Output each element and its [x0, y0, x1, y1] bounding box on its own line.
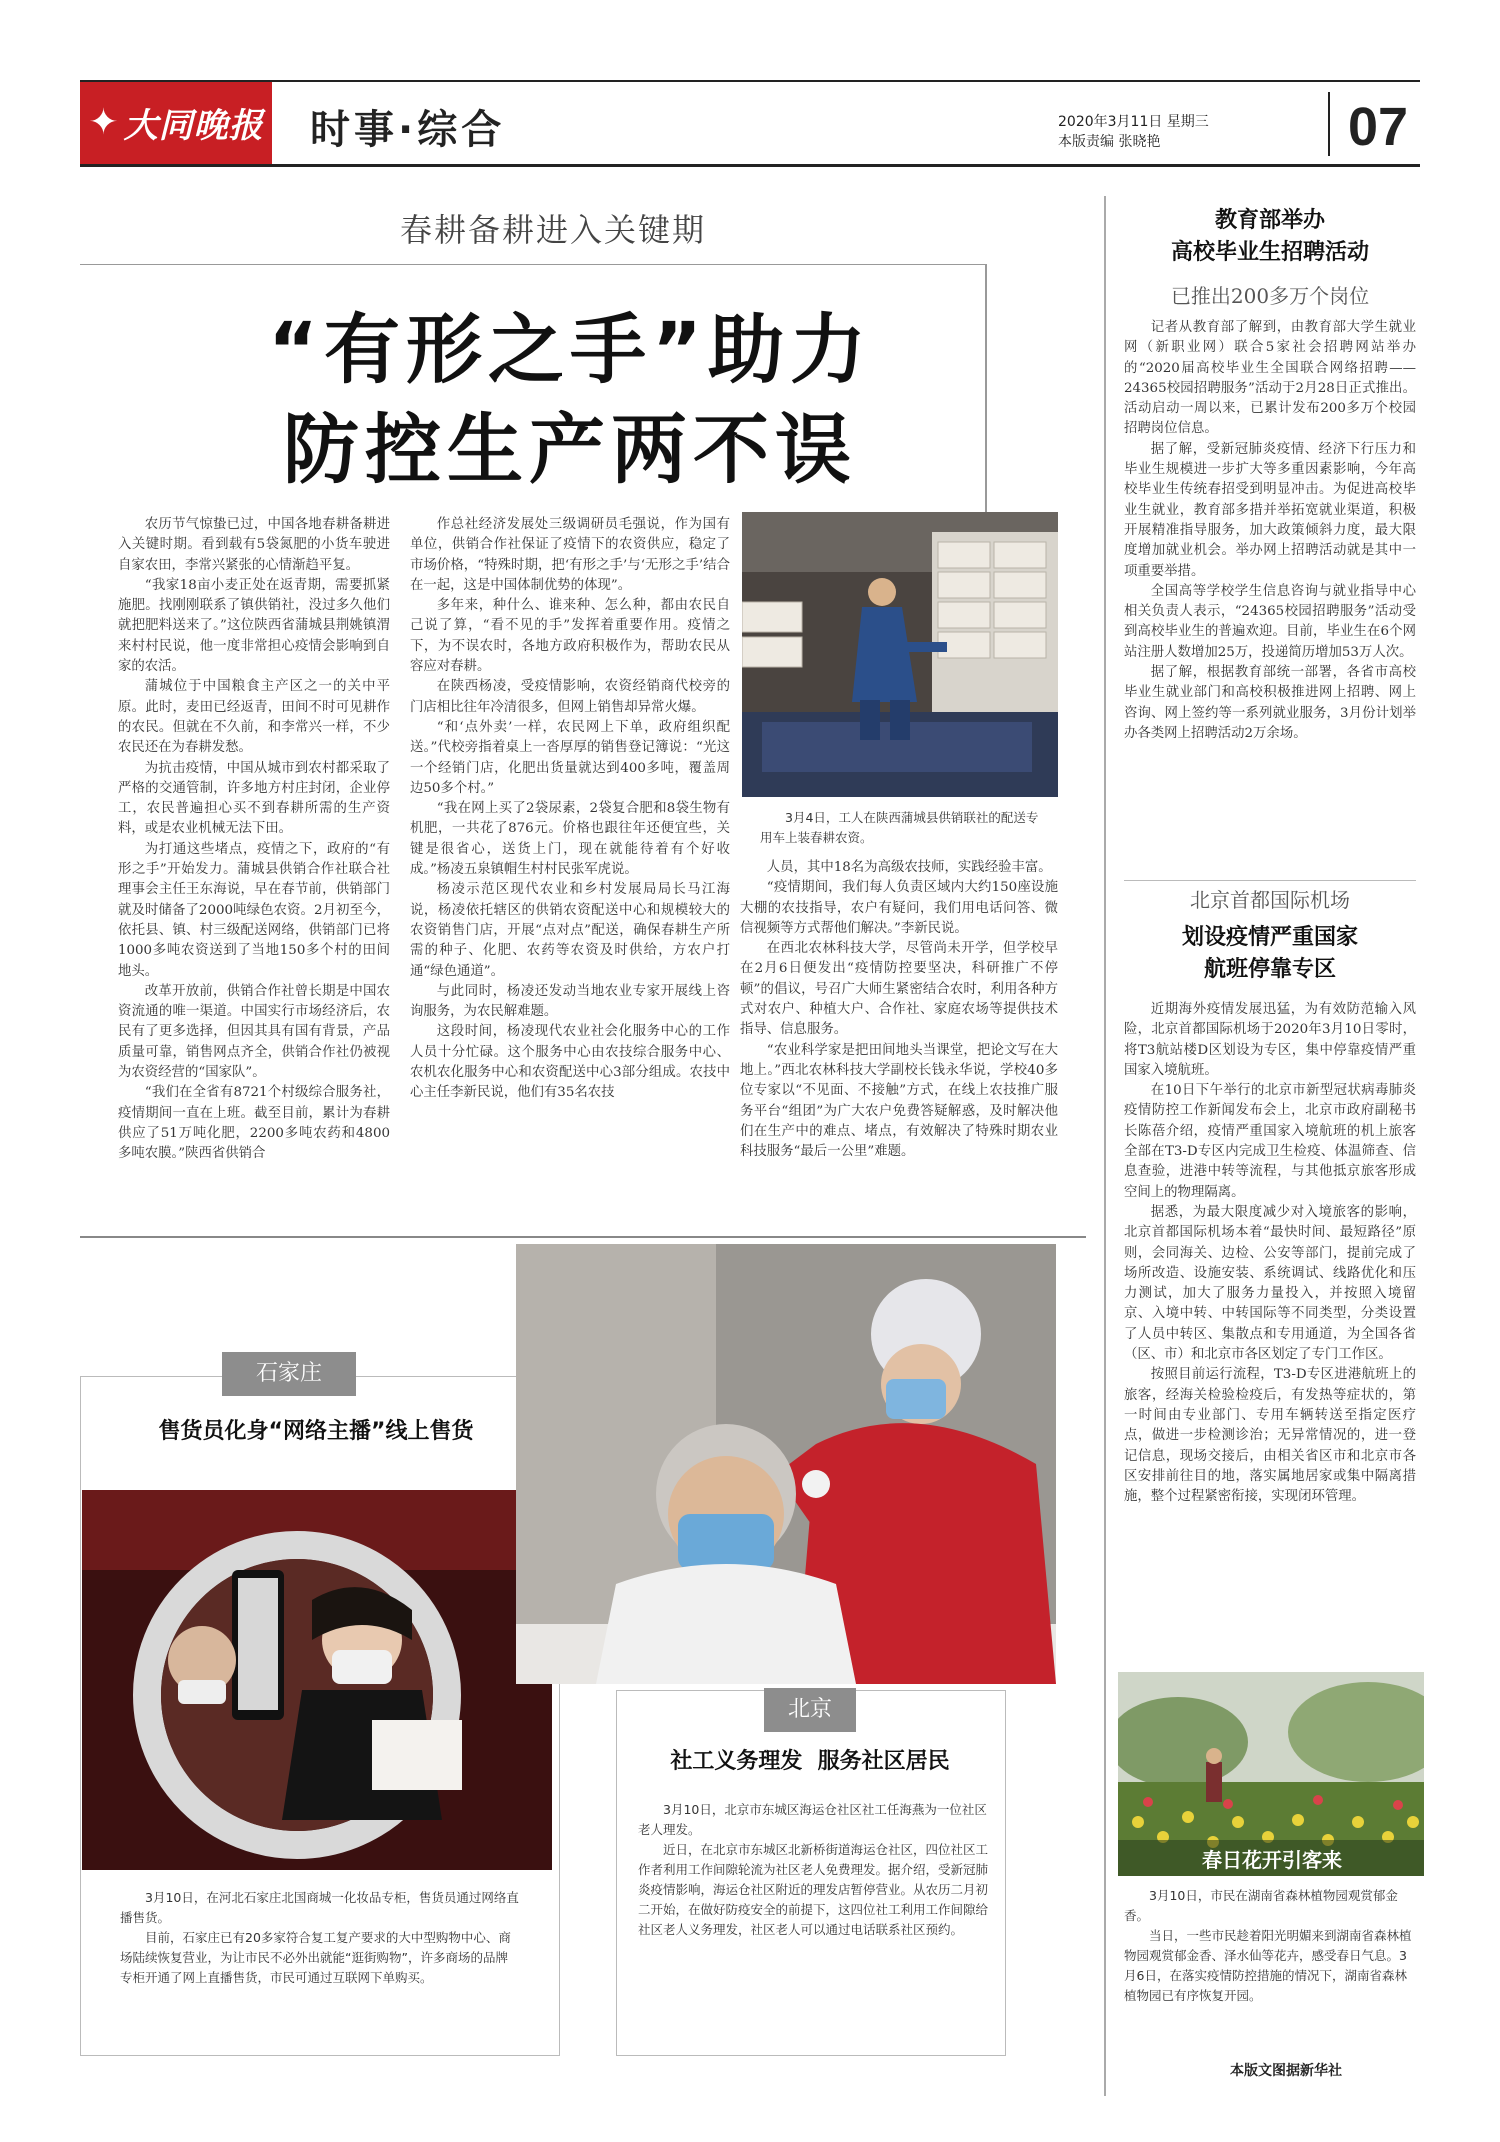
section-title: 时事·综合	[310, 107, 506, 153]
livestream-photo	[82, 1490, 552, 1870]
photo-credit: 本版文图据新华社	[1230, 2063, 1342, 2079]
story2-headline-line-2: 航班停靠专区	[1203, 957, 1336, 982]
headline-line-2: 防控生产两不误	[283, 405, 857, 494]
paragraph: 据了解，根据教育部统一部署，各省市高校毕业生就业部门和高校积极推进网上招聘、网上咨询、网上签约等一系列就业服务，3月份计划举办各类网上招聘活动2万余场。	[1124, 665, 1416, 741]
paragraph: 农历节气惊蛰已过，中国各地春耕备耕进入关键时期。看到载有5袋氮肥的小货车驶进自家农田，李常兴紧张的心情渐趋平复。	[118, 517, 390, 573]
haircut-photo	[516, 1244, 1056, 1684]
caption-text: 3月10日，北京市东城区海运仓社区社工任海燕为一位社区老人理发。	[638, 1802, 987, 1837]
story2-headline-line-1: 划设疫情严重国家	[1181, 925, 1358, 950]
newspaper-logo	[80, 80, 272, 164]
flower-caption	[1124, 1886, 1416, 2006]
paragraph: 近期海外疫情发展迅猛，为有效防范输入风险，北京首都国际机场于2020年3月10日零时，将T3航站楼D区划设为专区，集中停靠疫情严重国家入境航班。	[1124, 1002, 1416, 1078]
paragraph: “我们在全省有8721个村级综合服务社，疫情期间一直在上班。截至目前，累计为春耕供应了51万吨化肥，2200多吨农药和4800多吨农膜。”陕西省供销合	[118, 1085, 390, 1162]
right-column-rule	[1104, 196, 1106, 2096]
paragraph: “和‘点外卖’一样，农民网上下单，政府组织配送。”代校旁指着桌上一沓厚厚的销售登记簿说：“光这一个经销门店，化肥出货量就达到400多吨，覆盖周边50多个村。”	[410, 719, 730, 796]
paragraph: “我家18亩小麦正处在返青期，需要抓紧施肥。找刚刚联系了镇供销社，没过多久他们就把肥料送来了。”这位陕西省蒲城县荆姚镇渭来村村民说，他一度非常担心疫情会影响到自家的农活。	[118, 577, 390, 675]
paragraph: 据了解，受新冠肺炎疫情、经济下行压力和毕业生规模进一步扩大等多重因素影响，今年高校毕业生传统春招受到明显冲击。为促进高校毕业生就业，教育部多措并举拓宽就业渠道，积极开展精准指导服务，加大政策倾斜力度，最大限度增加就业机会。举办网上招聘活动就是其中一项重要举措。	[1124, 441, 1416, 579]
livestream-photo-illustration	[82, 1490, 552, 1870]
headline-line-1: “有形之手”助力	[268, 305, 872, 394]
story1-body	[1124, 318, 1416, 858]
lead-column-1	[118, 515, 390, 1205]
story1-subhead: 已推出200多万个岗位	[1170, 284, 1370, 308]
paragraph: 按照目前运行流程，T3-D专区进港航班上的旅客，经海关检验检疫后，有发热等症状的，第一时间由专业部门、专用车辆转送至指定医疗点，做进一步检测诊治；无异常情况的，进一登记信息，现场交接后，由相关省区市和北京市各区安排前往目的地，落实属地居家或集中隔离措施，整个过程紧密衔接，实现闭环管理。	[1124, 1367, 1416, 1505]
caption-text: 目前，石家庄已有20多家符合复工复产要求的大中型购物中心、商场陆续恢复营业，为让市民不必外出就能“逛街购物”，许多商场的品牌专柜开通了网上直播售货，市民可通过互联网下单购买。	[120, 1930, 511, 1985]
paragraph: 与此同时，杨凌还发动当地农业专家开展线上咨询服务，为农民解难题。	[410, 983, 730, 1020]
paragraph: 改革开放前，供销合作社曾长期是中国农资流通的唯一渠道。中国实行市场经济后，农民有了更多选择，但因其具有国有背景，产品质量可靠，销售网点齐全，供销合作社仍被视为农资经营的“国家队”。	[118, 983, 390, 1081]
caption-text: 近日，在北京市东城区北新桥街道海运仓社区，四位社区工作者利用工作间隙轮流为社区老人免费理发。据介绍，受新冠肺炎疫情影响，海运仓社区附近的理发店暂停营业。从农历二月初二开始，在做好防疫安全的前提下，这四位社工利用工作间隙给社区老人义务理发，社区老人可以通过电话联系社区预约。	[638, 1842, 989, 1937]
haircut-photo-illustration	[516, 1244, 1056, 1684]
warehouse-photo-illustration	[742, 512, 1058, 797]
lead-kicker: 春耕备耕进入关键期	[400, 211, 707, 249]
lead-headline	[230, 300, 910, 500]
left-story-title: 售货员化身“网络主播”线上售货	[158, 1419, 474, 1444]
story1-headline-line-1: 教育部举办	[1214, 208, 1325, 233]
lead-photo-caption	[760, 808, 1050, 848]
story2-rule	[1124, 880, 1416, 881]
paragraph: 全国高等学校学生信息咨询与就业指导中心相关负责人表示，“24365校园招聘服务”活动受到高校毕业生的普遍欢迎。目前，毕业生在6个网站注册人数增加25万，投递简历增加53万人次。	[1124, 583, 1416, 660]
flower-photo	[1118, 1672, 1424, 1876]
story2-body	[1124, 1000, 1416, 1650]
paragraph: 为抗击疫情，中国从城市到农村都采取了严格的交通管制，许多地方村庄封闭，企业停工，农民普遍担心买不到春耕所需的生产资料，或是农业机械无法下田。	[118, 760, 390, 837]
caption-text: 3月10日，市民在湖南省森林植物园观赏郁金香。	[1124, 1888, 1398, 1923]
paragraph: 为打通这些堵点，疫情之下，政府的“有形之手”开始发力。蒲城县供销合作社联合社理事会主任王东海说，早在春节前，供销部门就及时储备了2000吨绿色农资。2月初至今，依托县、镇、村三级配送网络，供销部门已将1000多吨农资送到了当地150多个村的田间地头。	[118, 841, 390, 979]
paragraph: 多年来，种什么、谁来种、怎么种，都由农民自己说了算，“看不见的手”发挥着重要作用。疫情之下，为不误农时，各地方政府积极作为，帮助农民从容应对春耕。	[410, 598, 730, 675]
left-caption	[120, 1888, 520, 1988]
left-location-tag: 石家庄	[222, 1352, 356, 1396]
story1-headline	[1120, 205, 1420, 269]
paragraph: 作总社经济发展处三级调研员毛强说，作为国有单位，供销合作社保证了疫情下的农资供应，稳定了市场价格，“特殊时期，把‘有形之手’与‘无形之手’结合在一起，这是中国体制优势的体现”。	[410, 517, 730, 593]
caption-text: 3月10日，在河北石家庄北国商城一化妆品专柜，售货员通过网络直播售货。	[120, 1890, 519, 1925]
paragraph: 在西北农林科技大学，尽管尚未开学，但学校早在2月6日便发出“疫情防控要坚决，科研推广不停顿”的倡议，号召广大师生紧密结合农时，利用各种方式对农户、种植大户、合作社、家庭农场等提供技术指导、信息服务。	[740, 941, 1058, 1038]
paragraph: 据悉，为最大限度减少对入境旅客的影响，北京首都国际机场本着“最快时间、最短路径”原则，会同海关、边检、公安等部门，提前完成了场所改造、设施安装、系统调试、线路优化和压力测试，加大了服务力量投入，并按照入境留京、入境中转、中转国际等不同类型，分类设置了人员中转区、集散点和专用通道，为全国各省（区、市）和北京市各区划定了专门工作区。	[1124, 1204, 1416, 1363]
lead-photo	[742, 512, 1058, 797]
masthead-rule	[80, 164, 1420, 167]
flower-photo-overlay-text: 春日花开引客来	[1202, 1848, 1342, 1872]
paragraph: 杨凌示范区现代农业和乡村发展局局长马江海说，杨凌依托辖区的供销农资配送中心和规模较大的农资销售门店，开展“点对点”配送，确保春耕生产所需的种子、化肥、农药等农资及时供给，方农户打通“绿色通道”。	[410, 882, 730, 979]
date-text: 2020年3月11日 星期三	[1058, 114, 1209, 130]
dateline	[1058, 112, 1209, 152]
lead-column-3	[740, 858, 1058, 1205]
story1-headline-line-2: 高校毕业生招聘活动	[1170, 240, 1369, 265]
paragraph: 蒲城位于中国粮食主产区之一的关中平原。此时，麦田已经返青，田间不时可见耕作的农民。但就在不久前，和李常兴一样，不少农民还在为春耕发愁。	[118, 679, 390, 756]
top-rule	[80, 80, 1420, 82]
right-story-title: 社工义务理发 服务社区居民	[670, 1749, 950, 1774]
right-caption	[638, 1800, 988, 1940]
paragraph: 在陕西杨凌，受疫情影响，农资经销商代校旁的门店相比往年冷清很多，但网上销售却异常火爆。	[410, 679, 730, 715]
headline-box-top	[80, 264, 986, 265]
right-location-tag: 北京	[764, 1688, 856, 1732]
lead-column-2	[410, 515, 730, 1205]
paragraph: 这段时间，杨凌现代农业社会化服务中心的工作人员十分忙碌。这个服务中心由农技综合服务中心、农机农化服务中心和农资配送中心3部分组成。农技中心主任李新民说，他们有35名农技	[410, 1024, 730, 1101]
logo-text: 大同晚报	[123, 105, 264, 146]
paragraph: “我在网上买了2袋尿素，2袋复合肥和8袋生物有机肥，一共花了876元。价格也跟往年还便宜些，关键是很省心，送货上门，现在就能待着有个好收成。”杨凌五泉镇帽生村村民张军虎说。	[410, 801, 730, 878]
paragraph: “农业科学家是把田间地头当课堂，把论文写在大地上。”西北农林科技大学副校长钱永华说，学校40多位专家以“不见面、不接触”方式，在线上农技推广服务平台“组团”为广大农户免费答疑解惑，及时解决他们在生产中的难点、堵点，有效解决了特殊时期农业科技服务“最后一公里”难题。	[740, 1042, 1058, 1160]
story2-headline	[1120, 922, 1420, 986]
paragraph: 人员，其中18名为高级农技师，实践经验丰富。	[766, 860, 1052, 875]
paragraph: “疫情期间，我们每人负责区域内大约150座设施大棚的农技指导，农户有疑问，我们用电话问答、微信视频等方式帮他们解决。”李新民说。	[740, 880, 1058, 936]
paragraph: 在10日下午举行的北京市新型冠状病毒肺炎疫情防控工作新闻发布会上，北京市政府副秘书长陈蓓介绍，疫情严重国家入境航班的机上旅客全部在T3-D专区内完成卫生检疫、体温筛查、信息查验，进港中转等流程，与其他抵京旅客形成空间上的物理隔离。	[1124, 1083, 1416, 1200]
bottom-section-rule	[80, 1236, 1086, 1238]
story2-label: 北京首都国际机场	[1190, 888, 1350, 912]
paragraph: 记者从教育部了解到，由教育部大学生就业网（新职业网）联合5家社会招聘网站举办的“2020届高校毕业生全国联合网络招聘——24365校园招聘服务”活动于2月28日正式推出。活动启动一周以来，已累计发布200多万个校园招聘岗位信息。	[1124, 320, 1416, 437]
page-number: 07	[1348, 97, 1409, 157]
page-number-divider	[1328, 92, 1330, 156]
flame-icon: ✦	[88, 101, 120, 143]
caption-text: 当日，一些市民趁着阳光明媚来到湖南省森林植物园观赏郁金香、泽水仙等花卉，感受春日气息。3月6日，在落实疫情防控措施的情况下，湖南省森林植物园已有序恢复开园。	[1124, 1928, 1412, 2003]
editor-text: 本版责编 张晓艳	[1058, 134, 1161, 150]
caption-text: 3月4日，工人在陕西蒲城县供销联社的配送专用车上装春耕农资。	[760, 810, 1039, 845]
